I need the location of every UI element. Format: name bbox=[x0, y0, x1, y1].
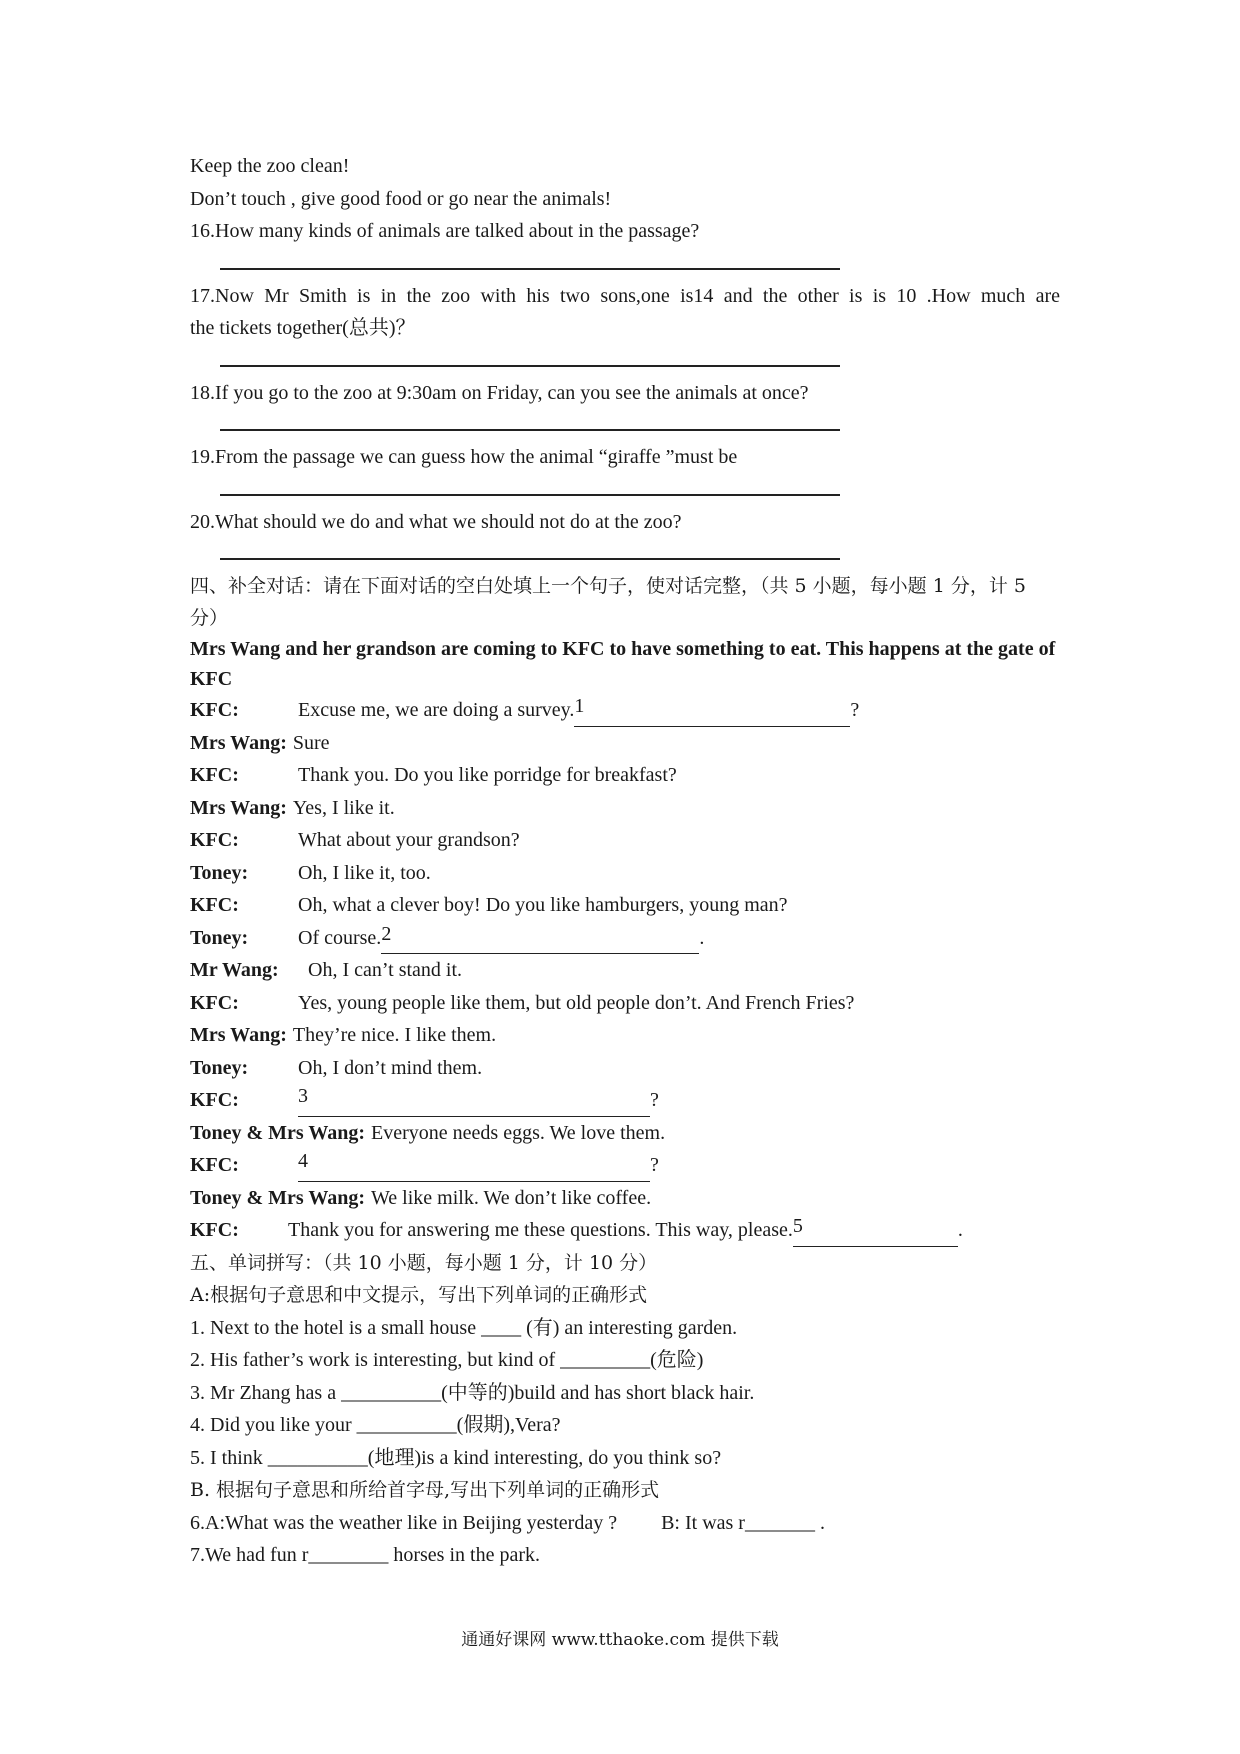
question-17: 17.Now Mr Smith is in the zoo with his two sons,one is14 and the other is is 10 .How much are bbox=[190, 284, 1060, 307]
speaker: Mrs Wang: bbox=[190, 1024, 287, 1046]
speaker: Mrs Wang: bbox=[190, 796, 287, 819]
item-text: 1. Next to the hotel is a small house bbox=[190, 1316, 482, 1339]
question-16: 16.How many kinds of animals are talked about in the passage? bbox=[190, 220, 700, 242]
speaker: KFC: bbox=[190, 699, 239, 721]
blank-3[interactable] bbox=[298, 1084, 650, 1117]
speaker: Toney: bbox=[190, 861, 249, 884]
blank[interactable]: ____ bbox=[481, 1316, 522, 1339]
passage-line: Keep the zoo clean! bbox=[190, 155, 350, 177]
spelling-item bbox=[190, 1442, 1060, 1475]
blank[interactable]: __________ bbox=[341, 1381, 442, 1404]
dialogue-line bbox=[190, 1149, 1060, 1182]
spelling-item bbox=[190, 1312, 1060, 1345]
item-text: (地理)is a kind interesting, do you think so? bbox=[367, 1446, 722, 1469]
dialogue-text: Sure bbox=[292, 731, 330, 754]
dialogue-text: Thank you. Do you like porridge for breakfast? bbox=[298, 764, 677, 786]
item-text: (假期),Vera? bbox=[456, 1414, 561, 1436]
dialogue-text: Thank you for answering me these questions. This way, please. bbox=[288, 1219, 793, 1241]
blank[interactable]: __________ bbox=[267, 1446, 368, 1469]
speaker: Toney: bbox=[190, 926, 249, 949]
dialogue-text: Oh, what a clever boy! Do you like hamburgers, young man? bbox=[298, 894, 788, 916]
speaker: KFC: bbox=[190, 829, 239, 851]
dialogue-text: Excuse me, we are doing a survey. bbox=[298, 699, 575, 721]
spelling-item bbox=[190, 1409, 1060, 1442]
blank-number: 2 bbox=[381, 922, 392, 945]
blank-5[interactable] bbox=[793, 1214, 958, 1247]
punctuation: . bbox=[699, 926, 705, 949]
dialogue-line bbox=[190, 1182, 1060, 1215]
spelling-item bbox=[190, 1377, 1060, 1410]
question-19: 19.From the passage we can guess how the animal “giraffe ”must be bbox=[190, 446, 738, 468]
answer-line-19[interactable] bbox=[190, 474, 1060, 506]
dialogue-text: Of course. bbox=[298, 926, 382, 949]
blank[interactable]: _________ bbox=[560, 1349, 651, 1371]
document-content bbox=[190, 150, 1060, 1572]
punctuation: ? bbox=[650, 1154, 659, 1176]
dialogue-line bbox=[190, 1084, 1060, 1117]
item-text: (有) an interesting garden. bbox=[521, 1316, 738, 1339]
dialogue-line bbox=[190, 954, 1060, 987]
dialogue-intro: Mrs Wang and her grandson are coming to KFC to have something to eat. This happens at the gate of KFC bbox=[190, 638, 1056, 690]
blank-number: 5 bbox=[792, 1215, 803, 1237]
speaker: KFC: bbox=[190, 1089, 239, 1111]
speaker: Toney: bbox=[190, 1056, 249, 1079]
dialogue-line bbox=[190, 759, 1060, 792]
blank-1[interactable] bbox=[574, 694, 850, 727]
dialogue-text: They’re nice. I like them. bbox=[292, 1024, 497, 1046]
dialogue-text: Oh, I can’t stand it. bbox=[308, 959, 463, 981]
blank[interactable]: __________ bbox=[356, 1414, 457, 1436]
item-text: (危险) bbox=[650, 1349, 704, 1371]
dialogue-line bbox=[190, 727, 1060, 760]
punctuation: . bbox=[957, 1219, 963, 1241]
item-text: (中等的)build and has short black hair. bbox=[441, 1381, 755, 1404]
speaker: KFC: bbox=[190, 1219, 239, 1241]
answer-line-17[interactable] bbox=[190, 345, 1060, 377]
spelling-item bbox=[190, 1344, 1060, 1377]
dialogue-line bbox=[190, 1214, 1060, 1247]
speaker: KFC: bbox=[190, 764, 239, 786]
dialogue-line bbox=[190, 987, 1060, 1020]
blank-number: 4 bbox=[298, 1150, 308, 1172]
part-b-instruction: B. 根据句子意思和所给首字母,写出下列单词的正确形式 bbox=[190, 1479, 660, 1501]
dialogue-text: What about your grandson? bbox=[298, 829, 520, 851]
passage-line: Don’t touch , give good food or go near the animals! bbox=[190, 187, 612, 210]
dialogue-line bbox=[190, 857, 1060, 890]
dialogue-line bbox=[190, 694, 1060, 727]
speaker: Toney & Mrs Wang: bbox=[190, 1121, 366, 1144]
speaker: KFC: bbox=[190, 894, 239, 916]
blank[interactable]: ________ bbox=[308, 1544, 389, 1566]
question-18: 18.If you go to the zoo at 9:30am on Friday, can you see the animals at once? bbox=[190, 381, 809, 404]
item-text: . bbox=[814, 1511, 825, 1534]
dialogue-text: Everyone needs eggs. We love them. bbox=[371, 1121, 666, 1144]
blank-number: 3 bbox=[298, 1085, 308, 1107]
dialogue-line bbox=[190, 922, 1060, 955]
dialogue-line bbox=[190, 824, 1060, 857]
answer-line-16[interactable] bbox=[190, 248, 1060, 280]
dialogue-line bbox=[190, 1052, 1060, 1085]
dialogue-text: Oh, I don’t mind them. bbox=[298, 1056, 483, 1079]
blank-4[interactable] bbox=[298, 1149, 650, 1182]
punctuation: ? bbox=[850, 699, 860, 721]
speaker: KFC: bbox=[190, 1154, 239, 1176]
item-text: 4. Did you like your bbox=[190, 1414, 357, 1436]
speaker: KFC: bbox=[190, 991, 239, 1014]
item-text: 2. His father’s work is interesting, but kind of bbox=[190, 1349, 561, 1371]
page-footer: 通通好课网 www.tthaoke.com 提供下载 bbox=[461, 1630, 779, 1650]
item-text: 7.We had fun r bbox=[190, 1544, 309, 1566]
answer-line-20[interactable] bbox=[190, 538, 1060, 570]
dialogue-line bbox=[190, 889, 1060, 922]
item-text: 3. Mr Zhang has a bbox=[190, 1381, 342, 1404]
item-text: 5. I think bbox=[190, 1446, 268, 1469]
dialogue-text: We like milk. We don’t like coffee. bbox=[371, 1186, 652, 1209]
question-17-cont: the tickets together(总共)？ bbox=[190, 317, 416, 339]
speaker: Mrs Wang: bbox=[190, 731, 287, 754]
dialogue-text: Yes, young people like them, but old people don’t. And French Fries? bbox=[298, 991, 855, 1014]
dialogue-text: Yes, I like it. bbox=[292, 796, 395, 819]
question-20: 20.What should we do and what we should not do at the zoo? bbox=[190, 510, 682, 533]
section-4-heading: 四、补全对话：请在下面对话的空白处填上一个句子，使对话完整，（共 5 小题，每小题 1 分，计 5 分） bbox=[190, 575, 1026, 629]
blank-2[interactable] bbox=[381, 922, 699, 955]
spelling-item bbox=[190, 1539, 1060, 1572]
dialogue-line bbox=[190, 792, 1060, 825]
item-text: horses in the park. bbox=[388, 1544, 540, 1566]
item-text: B: It was r bbox=[661, 1511, 745, 1534]
item-text: 6.A:What was the weather like in Beijing yesterday ? bbox=[190, 1511, 618, 1534]
answer-line-18[interactable] bbox=[190, 409, 1060, 441]
blank-number: 1 bbox=[574, 695, 585, 717]
spelling-item bbox=[190, 1507, 1060, 1540]
dialogue-text: Oh, I like it, too. bbox=[298, 861, 431, 884]
blank[interactable]: _______ bbox=[744, 1511, 815, 1534]
punctuation: ? bbox=[650, 1089, 659, 1111]
section-5-heading: 五、单词拼写：（共 10 小题，每小题 1 分，计 10 分） bbox=[190, 1251, 658, 1274]
dialogue-line bbox=[190, 1117, 1060, 1150]
speaker: Toney & Mrs Wang: bbox=[190, 1186, 366, 1209]
dialogue-line bbox=[190, 1019, 1060, 1052]
speaker: Mr Wang: bbox=[190, 959, 279, 981]
part-a-instruction: A:根据句子意思和中文提示，写出下列单词的正确形式 bbox=[190, 1284, 648, 1306]
